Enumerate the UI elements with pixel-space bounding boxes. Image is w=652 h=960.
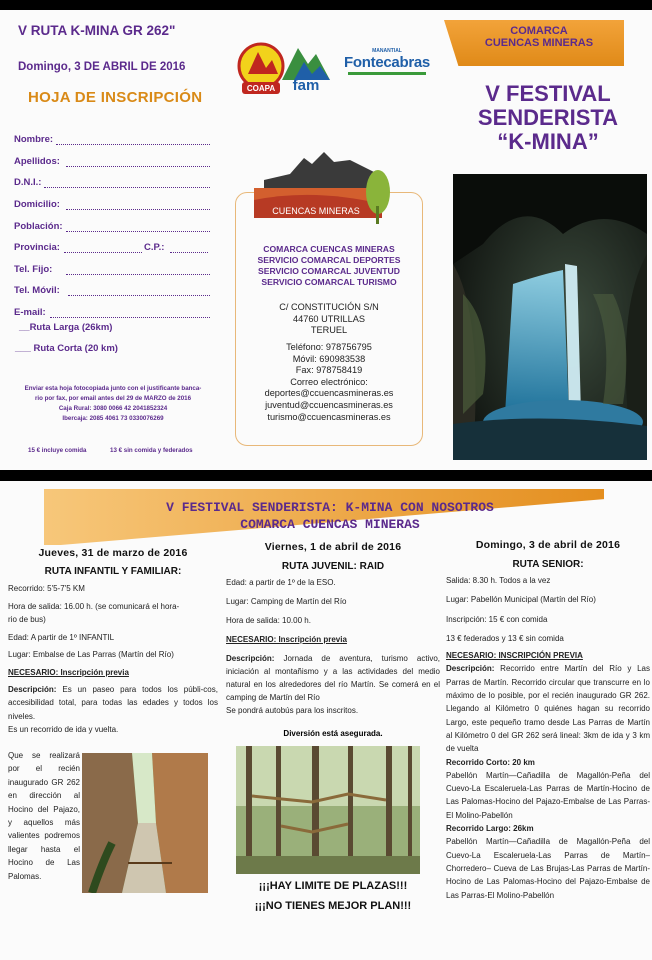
address-block <box>235 302 423 337</box>
description-label: Descripción: <box>8 684 57 694</box>
route-detail: Lugar: Camping de Martín del Río <box>226 597 347 606</box>
cuencas-mineras-logo <box>254 148 396 228</box>
route-detail: Inscripción: 15 € con comida <box>446 614 548 624</box>
day-heading: Jueves, 31 de marzo de 2016 <box>38 547 188 559</box>
field-label: Tel. Fijo: <box>14 264 53 275</box>
postal-code-label: C.P.: <box>144 242 165 253</box>
route-detail: Edad: a partir de 1º de la ESO. <box>226 578 336 587</box>
youth-route-column <box>226 541 440 912</box>
form-row <box>14 156 214 170</box>
route-description <box>226 652 440 704</box>
service-line: SERVICIO COMARCAL DEPORTES <box>257 255 401 265</box>
province-input[interactable] <box>64 252 142 253</box>
route-detail: 13 € federados y 13 € sin comida <box>446 633 564 643</box>
limit-notice: ¡¡¡HAY LIMITE DE PLAZAS!!! <box>258 880 408 892</box>
email-label: Correo electrónico: <box>290 376 368 387</box>
email-link[interactable]: turismo@ccuencasmineras.es <box>267 411 391 422</box>
description-label: Descripción: <box>226 654 275 663</box>
field-label: Población: <box>14 221 63 232</box>
field-label: Provincia: <box>14 242 60 253</box>
field-label: Tel. Móvil: <box>14 285 60 296</box>
route-detail: rio de bus) <box>8 615 46 625</box>
form-row <box>14 177 214 191</box>
route-description <box>446 662 650 755</box>
form-row <box>14 134 214 148</box>
option-long-route[interactable]: __Ruta Larga (26km) <box>19 322 113 333</box>
field-input[interactable] <box>66 209 210 210</box>
footer-line: Enviar esta hoja fotocopiada junto con el justificante banca- <box>24 385 202 392</box>
service-line: SERVICIO COMARCAL JUVENTUD <box>258 266 400 276</box>
registration-required: NECESARIO: INSCRIPCIÓN PREVIA <box>446 651 583 661</box>
comarca-banner-text <box>454 25 624 49</box>
footer-line: Ibercaja: 2085 4061 73 0330076269 <box>62 415 164 422</box>
registration-panel <box>0 10 222 470</box>
field-label: D.N.I.: <box>14 177 42 188</box>
route-detail: Edad: A partir de 1º INFANTIL <box>8 632 115 642</box>
route-detail: Salida: 8.30 h. Todos a la vez <box>446 576 551 585</box>
title-line: V FESTIVAL <box>485 81 611 106</box>
field-input[interactable] <box>68 295 210 296</box>
description-text: Es un paseo para todos los públi-cos, accesibilidad total, para todas las edades y todos los niveles. <box>8 684 218 721</box>
field-label: Domicilio: <box>14 199 60 210</box>
form-row <box>14 199 214 213</box>
comarca-logo-text: CUENCAS MINERAS <box>272 206 360 216</box>
banner-line: COMARCA <box>510 25 568 37</box>
field-input[interactable] <box>66 274 210 275</box>
service-line: SERVICIO COMARCAL TURISMO <box>261 277 397 287</box>
description-text: Recorrido entre Martín del Río y Las Parras de Martín. Recorrido circular que transcurre en lo máximo de lo posible, por el recién inaugurado GR 262. Llegando al Kilómetro 0 quiénes hagan su recorrido Largo, este pequeño tramo desde Las Parras de Martín al Kilómetro 0 del GR 262 será lineal: 3km de ida y 3 km de vuelta <box>446 664 650 754</box>
fam-logo <box>280 40 332 96</box>
children-route-column <box>8 547 218 881</box>
service-line: COMARCA CUENCAS MINERAS <box>263 244 395 254</box>
adventure-park-photo <box>236 746 420 874</box>
registration-required: NECESARIO: Inscripción previa <box>8 667 129 677</box>
short-route-label: Recorrido Corto: 20 km <box>446 757 535 767</box>
phone-line: Teléfono: 978756795 <box>286 342 372 352</box>
description-note: Es un recorrido de ida y vuelta. <box>8 725 119 735</box>
fontecabras-tagline: MANANTIAL <box>372 48 402 54</box>
route-description <box>8 683 218 724</box>
form-heading: HOJA DE INSCRIPCIÓN <box>28 89 203 106</box>
long-route-path: Pabellón Martín—Cañadilla de Magallón-Peña del Cuevo-La Escaleruela-Las Parras de Martín– Chorredero– Cueva de Las Brujas-Las Parras de Martín-Hocino de Las Palomas-Hocino del Pajazo-Embalse de Las Parras-El Molino-Pabellón <box>446 837 650 900</box>
short-route-path: Pabellón Martín—Cañadilla de Magallón-Peña del Cuevo-La Escaleruela-Las Parras de Martín-Hocino de Las Palomas-Hocino del Pajazo-Embalse de Las Parras-El Molino-Pabellón <box>446 770 650 820</box>
footer-line: Caja Rural: 3080 0066 42 2041852324 <box>58 405 168 412</box>
field-input[interactable] <box>50 317 210 318</box>
fun-note: Diversión está asegurada. <box>283 729 383 738</box>
mobile-line: Móvil: 690983538 <box>292 353 366 364</box>
field-input[interactable] <box>66 166 210 167</box>
fam-logo-text: fam <box>292 77 320 94</box>
waterfall-photo <box>453 174 647 460</box>
coapa-logo-text: COAPA <box>246 84 276 93</box>
description-label: Descripción: <box>446 664 495 674</box>
contact-block <box>235 342 423 423</box>
route-detail: Hora de salida: 10.00 h. <box>226 616 311 625</box>
field-input[interactable] <box>56 144 210 145</box>
fax-line: Fax: 978758419 <box>295 365 363 376</box>
organizer-panel <box>222 10 444 470</box>
footer-line: rio por fax, por email antes del 29 de MARZO de 2016 <box>34 395 192 402</box>
description-text: Jornada de aventura, turismo activo, iniciación al montañismo y a las actividades del medio natural en los alrededores del río Martín. Se comerá en el camping de Martín del Río <box>226 654 440 702</box>
form-footer <box>6 384 220 424</box>
form-row <box>14 242 214 256</box>
postal-code-input[interactable] <box>170 252 208 253</box>
route-name: RUTA SENIOR: <box>512 559 584 570</box>
senior-route-column <box>446 539 650 902</box>
fontecabras-name: Fontecabras <box>344 54 430 71</box>
festival-title <box>444 82 652 154</box>
email-link[interactable]: juventud@ccuencasmineras.es <box>265 399 393 410</box>
best-plan-notice: ¡¡¡NO TIENES MEJOR PLAN!!! <box>254 900 412 912</box>
email-link[interactable]: deportes@ccuencasmineras.es <box>264 388 394 399</box>
banner-line: CUENCAS MINERAS <box>484 37 594 49</box>
route-title: V RUTA K-MINA GR 262" <box>18 23 176 38</box>
route-name: RUTA INFANTIL Y FAMILIAR: <box>44 566 182 577</box>
route-detail: Hora de salida: 16.00 h. (se comunicará el hora- <box>8 601 180 611</box>
fontecabras-logo <box>342 48 432 84</box>
field-label: Nombre: <box>14 134 54 145</box>
services-list <box>235 244 423 288</box>
form-row <box>14 264 214 278</box>
fee-without-food: 13 € sin comida y federados <box>110 447 193 454</box>
title-line: “K-MINA” <box>497 129 599 154</box>
option-short-route[interactable]: ___ Ruta Corta (20 km) <box>15 343 118 354</box>
form-row <box>14 221 214 235</box>
fee-with-food: 15 € incluye comida <box>28 447 87 454</box>
long-route-label: Recorrido Largo: 26km <box>446 824 534 834</box>
address-line: 44760 UTRILLAS <box>292 313 365 324</box>
brochure-inside <box>0 481 652 960</box>
cover-panel <box>444 10 652 470</box>
description-note: Se pondrá autobús para los inscritos. <box>226 706 359 715</box>
banner-line: V FESTIVAL SENDERISTA: K-MINA CON NOSOTROS <box>166 500 494 515</box>
festival-banner-text <box>50 499 610 533</box>
registration-required: NECESARIO: Inscripción previa <box>226 635 347 644</box>
field-input[interactable] <box>44 187 210 188</box>
banner-line: COMARCA CUENCAS MINERAS <box>240 517 420 532</box>
event-date: Domingo, 3 DE ABRIL DE 2016 <box>18 61 186 73</box>
field-label: Apellidos: <box>14 156 60 167</box>
route-side-text: Que se realizará por el recién inaugurado GR 262 en dirección al Hocino del Pajazo, y aquellos más valientes podremos llegar hasta el Hocino de Las Palomas. <box>8 751 80 881</box>
route-detail: Lugar: Embalse de Las Parras (Martín del Río) <box>8 650 174 660</box>
route-detail: Lugar: Pabellón Municipal (Martín del Río) <box>446 595 596 605</box>
route-name: RUTA JUVENIL: RAID <box>281 561 385 572</box>
field-input[interactable] <box>66 231 210 232</box>
address-line: C/ CONSTITUCIÓN S/N <box>279 302 379 312</box>
route-detail: Recorrido: 5'5-7'5 KM <box>8 584 85 593</box>
form-row <box>14 307 214 321</box>
day-heading: Viernes, 1 de abril de 2016 <box>264 541 402 553</box>
day-heading: Domingo, 3 de abril de 2016 <box>475 539 621 551</box>
gorge-photo <box>82 753 208 893</box>
address-line: TERUEL <box>310 325 348 336</box>
title-line: SENDERISTA <box>477 105 619 130</box>
brochure-front <box>0 10 652 470</box>
field-label: E-mail: <box>14 307 46 318</box>
form-row <box>14 285 214 299</box>
